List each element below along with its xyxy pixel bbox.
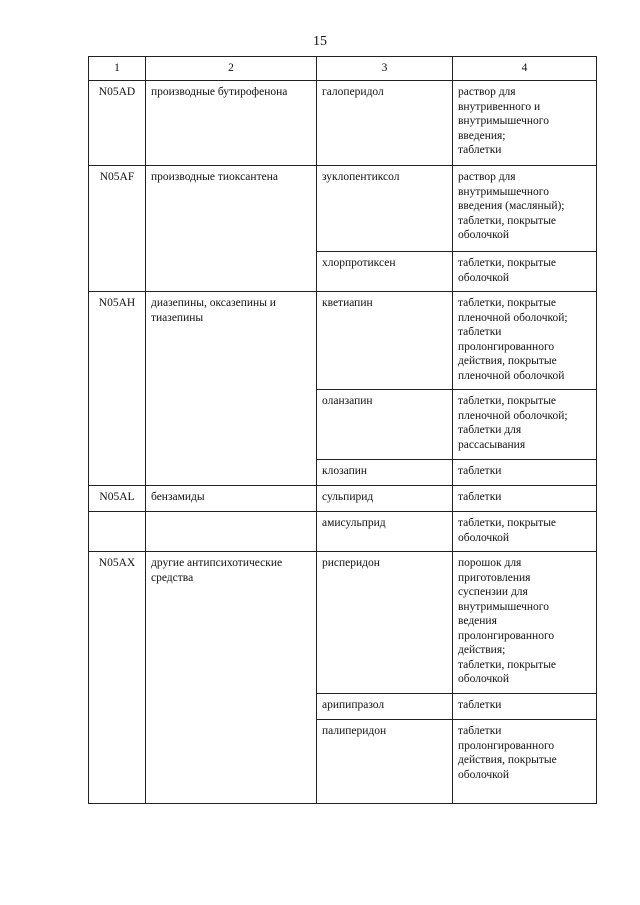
drug-name-cell: амисульприд xyxy=(317,512,453,552)
group-name-cell xyxy=(146,512,317,552)
group-name-cell: производные тиоксантена xyxy=(146,166,317,292)
column-header: 2 xyxy=(146,57,317,81)
group-name-cell: другие антипсихотические средства xyxy=(146,552,317,804)
atc-code-cell: N05AX xyxy=(89,552,146,804)
drug-name-cell: арипипразол xyxy=(317,694,453,720)
table-row xyxy=(89,512,597,552)
dosage-forms-cell: таблетки, покрытые пленочной оболочкой; таблетки пролонгированного действия, покрытые пленочной оболочкой xyxy=(453,292,597,390)
column-header: 3 xyxy=(317,57,453,81)
drug-name-cell: сульпирид xyxy=(317,486,453,512)
table-row xyxy=(89,552,597,694)
atc-code-cell: N05AL xyxy=(89,486,146,512)
column-header: 4 xyxy=(453,57,597,81)
dosage-forms-cell: таблетки xyxy=(453,486,597,512)
drug-name-cell: клозапин xyxy=(317,460,453,486)
atc-code-cell: N05AH xyxy=(89,292,146,486)
dosage-forms-cell: таблетки xyxy=(453,460,597,486)
group-name-cell: бензамиды xyxy=(146,486,317,512)
dosage-forms-cell: таблетки, покрытые пленочной оболочкой; таблетки для рассасывания xyxy=(453,390,597,460)
header-row xyxy=(89,57,597,81)
drug-table xyxy=(88,56,597,804)
dosage-forms-cell: таблетки xyxy=(453,694,597,720)
atc-code-cell: N05AF xyxy=(89,166,146,292)
page-number: 15 xyxy=(313,34,327,49)
table-body xyxy=(89,81,597,804)
dosage-forms-cell: таблетки, покрытые оболочкой xyxy=(453,512,597,552)
atc-code-cell xyxy=(89,512,146,552)
table-row xyxy=(89,166,597,252)
atc-code-cell: N05AD xyxy=(89,81,146,166)
dosage-forms-cell: раствор для внутривенного и внутримышечного введения; таблетки xyxy=(453,81,597,166)
group-name-cell: диазепины, оксазепины и тиазепины xyxy=(146,292,317,486)
column-header: 1 xyxy=(89,57,146,81)
dosage-forms-cell: порошок для приготовления суспензии для внутримышечного ведения пролонгированного действия; таблетки, покрытые оболочкой xyxy=(453,552,597,694)
dosage-forms-cell: раствор для внутримышечного введения (масляный); таблетки, покрытые оболочкой xyxy=(453,166,597,252)
drug-name-cell: кветиапин xyxy=(317,292,453,390)
drug-name-cell: рисперидон xyxy=(317,552,453,694)
table-row xyxy=(89,292,597,390)
dosage-forms-cell: таблетки пролонгированного действия, покрытые оболочкой xyxy=(453,720,597,804)
drug-name-cell: оланзапин xyxy=(317,390,453,460)
drug-name-cell: галоперидол xyxy=(317,81,453,166)
table-row xyxy=(89,486,597,512)
drug-name-cell: зуклопентиксол xyxy=(317,166,453,252)
dosage-forms-cell: таблетки, покрытые оболочкой xyxy=(453,252,597,292)
group-name-cell: производные бутирофенона xyxy=(146,81,317,166)
drug-name-cell: хлорпротиксен xyxy=(317,252,453,292)
table-row xyxy=(89,81,597,166)
drug-name-cell: палиперидон xyxy=(317,720,453,804)
